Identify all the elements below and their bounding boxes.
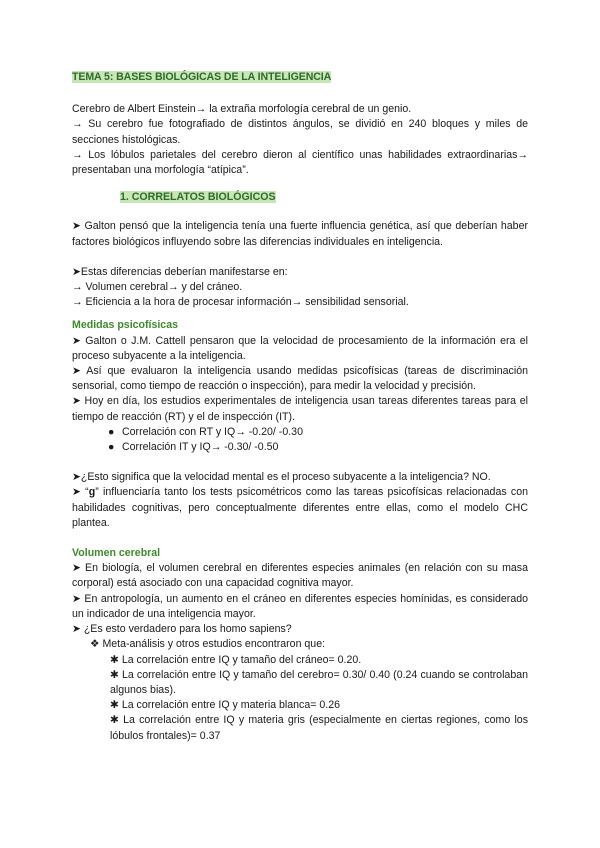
- star-item-3: ✱ La correlación entre IQ y materia blanca= 0.26: [110, 699, 340, 712]
- volumen-paragraph-1: ➤ En biología, el volumen cerebral en diferentes especies animales (en relación con su masa corporal) está asociado con una capacidad cognitiva mayor.: [72, 562, 528, 590]
- psico-paragraph-2: ➤ Así que evaluaron la inteligencia usando medidas psicofísicas (tareas de discriminación sensorial, como tiempo de reacción o inspección), para medir la velocidad y precisión.: [72, 365, 528, 393]
- psico-question: ➤¿Esto significa que la velocidad mental es el proceso subyacente a la inteligencia? NO.: [72, 471, 491, 484]
- page-title: [72, 70, 528, 85]
- title-highlight: TEMA 5: BASES BIOLÓGICAS DE LA INTELIGENCIA: [72, 71, 332, 83]
- g-prefix: ➤ “: [72, 486, 89, 499]
- star-item-1: ✱ La correlación entre IQ y tamaño del cráneo= 0.20.: [110, 653, 362, 666]
- bullet-icon: ●: [108, 441, 115, 454]
- differences-item-1: → Volumen cerebral→ y del cráneo.: [72, 281, 243, 294]
- differences-intro: ➤Estas diferencias deberían manifestarse en:: [72, 265, 288, 278]
- bullet-icon: ●: [108, 425, 115, 438]
- bullet-text: Correlación IT y IQ→ -0.30/ -0.50: [122, 441, 279, 454]
- subheading-psicofisicas: Medidas psicofísicas: [72, 319, 178, 332]
- star-item-2: ✱ La correlación entre IQ y tamaño del cerebro= 0.30/ 0.40 (0.24 cuando se controlaban algunos bias).: [110, 668, 528, 696]
- g-letter: g: [88, 486, 96, 499]
- volumen-paragraph-2: ➤ En antropología, un aumento en el cráneo en diferentes especies homínidas, es considerado un indicador de una inteligencia mayor.: [72, 592, 528, 620]
- section-heading-1: [120, 190, 528, 205]
- volumen-question: ➤ ¿Es esto verdadero para los homo sapiens?: [72, 623, 292, 636]
- psico-paragraph-1: ➤ Galton o J.M. Cattell pensaron que la velocidad de procesamiento de la información era el proceso subyacente a la inteligencia.: [72, 334, 528, 362]
- psico-paragraph-3: ➤ Hoy en día, los estudios experimentales de inteligencia usan tareas diferentes tareas para el tiempo de reacción (RT) y el de inspección (IT).: [72, 395, 528, 423]
- document-body: [72, 70, 528, 744]
- g-rest: ” influenciaría tanto los tests psicométricos como las tareas psicofísicas relacionadas con habilidades cognitivas, pero conceptualmente diferentes entre ellas, como el modelo CHC plantea.: [72, 486, 528, 529]
- section-heading-highlight: 1. CORRELATOS BIOLÓGICOS: [120, 191, 276, 204]
- intro-line-3: → Los lóbulos parietales del cerebro dieron al científico unas habilidades extraordinarias→ presentaban una morfología “atípica”.: [72, 148, 528, 177]
- star-item-4: ✱ La correlación entre IQ y materia gris (especialmente en ciertas regiones, como los lóbulos frontales)= 0.37: [110, 714, 528, 742]
- bullet-text: Correlación con RT y IQ→ -0.20/ -0.30: [122, 425, 303, 438]
- bullet-item: [72, 425, 528, 440]
- g-factor-paragraph: [72, 485, 528, 531]
- subheading-volumen: Volumen cerebral: [72, 547, 161, 560]
- intro-line-2: → Su cerebro fue fotografiado de distintos ángulos, se dividió en 240 bloques y miles de secciones histológicas.: [72, 118, 528, 146]
- galton-paragraph: ➤ Galton pensó que la inteligencia tenía una fuerte influencia genética, así que deberían haber factores biológicos influyendo sobre las diferencias individuales en inteligencia.: [72, 220, 528, 248]
- intro-line-1: Cerebro de Albert Einstein→ la extraña morfología cerebral de un genio.: [72, 103, 412, 116]
- bullet-item: [72, 440, 528, 455]
- differences-item-2: → Eficiencia a la hora de procesar información→ sensibilidad sensorial.: [72, 296, 409, 309]
- meta-analysis-item: ❖ Meta-análisis y otros estudios encontraron que:: [90, 638, 326, 651]
